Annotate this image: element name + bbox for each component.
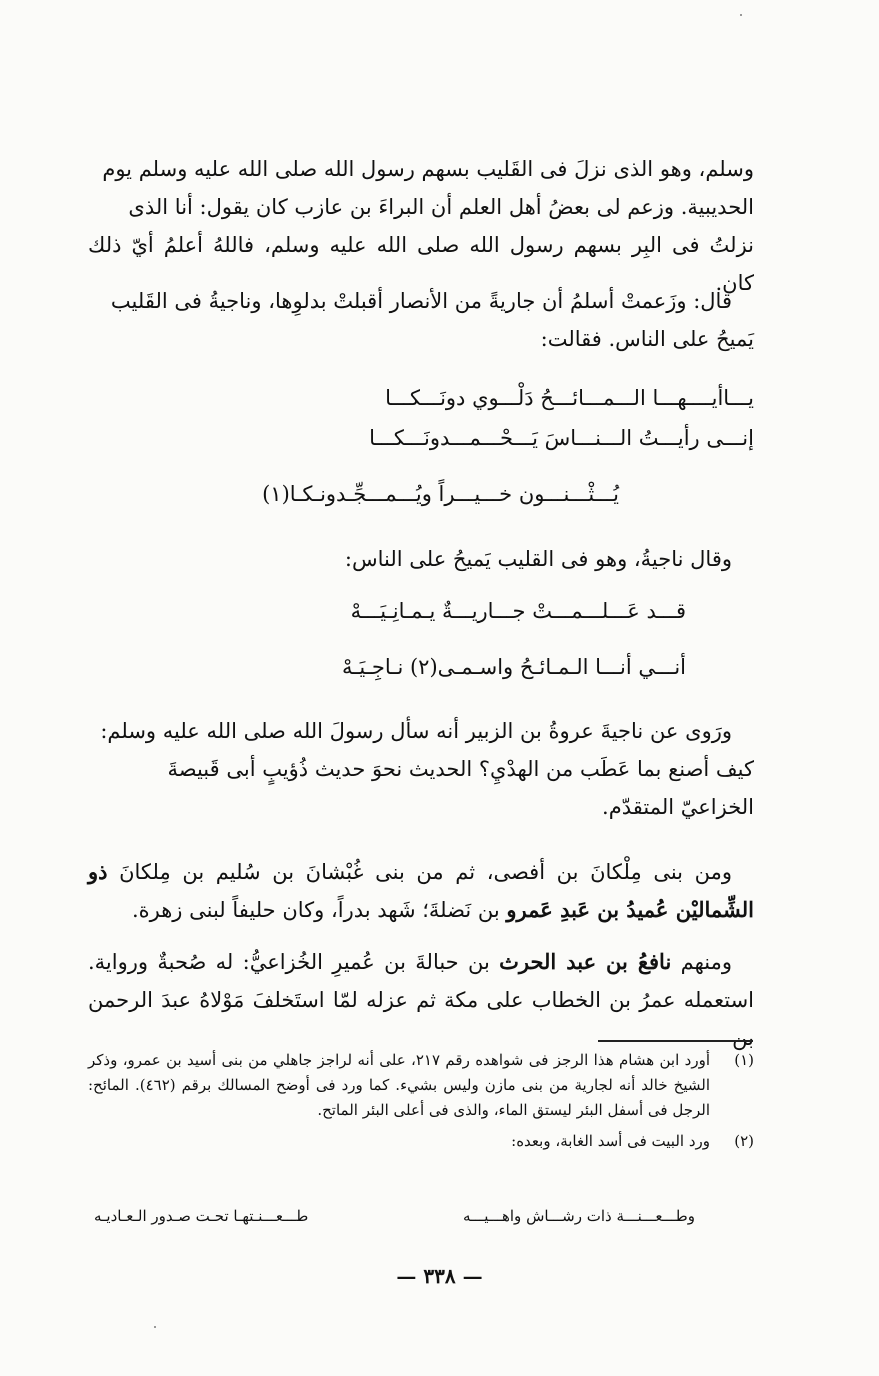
footnote-verse-second-hemistich: طـــعـــنـتهـا تحـت صـدور الـعـاديـه: [94, 1207, 309, 1225]
footnotes: [88, 1048, 754, 1154]
text-span: بن حبالةَ بن عُميرِ الخُزاعيُّ: له صُحبةٌ ورواية. استعمله عمرُ بن الخطاب على مكة ثم عزله لمّا استَخلفَ مَوْلاهُ عبدَ الرحمن بن: [88, 950, 754, 1050]
footnote-1: [88, 1048, 754, 1123]
footnote-number: (٢): [734, 1132, 754, 1150]
verse-line: يُـــثْـــنـــون خـــيـــراً ويُـــمـــجِّـدونـكـا(١): [262, 482, 619, 506]
footnote-verse-first-hemistich: وطـــعـــنـــة ذات رشـــاش واهـــيـــه: [463, 1207, 695, 1225]
text-line: وقال ناجيةُ، وهو فى القليب يَميحُ على الناس:: [344, 547, 732, 571]
paragraph-2: [88, 282, 754, 358]
footnote-text: أورد ابن هشام هذا الرجز فى شواهده رقم ٢١٧، على أنه لراجز جاهلي من بنى أسيد بن عمرو، وذكر الشيخ خالد أنه لجارية من بنى مازن وليس بشيء. كما ورد فى أوضح المسالك برقم (٤٦٢). المائح: الرجل فى أسفل البئر ليستق الماء، والذى فى أعلى البئر الماتح.: [88, 1051, 710, 1119]
scan-mark: [740, 14, 742, 16]
footnote-number: (١): [734, 1051, 754, 1069]
text-span: ومنهم: [671, 950, 732, 974]
verse-line: قـــد عَـــلـــمـــتْ جـــاريـــةٌ يـمـانِـيَـــهْ: [350, 599, 686, 623]
text-line: الخزاعيّ المتقدّم.: [602, 795, 754, 819]
text-line: الحديبية. وزعم لى بعضُ أهل العلم أن البراءَ بن عازب كان يقول: أنا الذى: [128, 195, 754, 219]
paragraph-4: [88, 712, 754, 826]
footnote-2: [88, 1129, 754, 1154]
text-line: نزلتُ فى البِر بسهم رسول الله صلى الله عليه وسلم، فاللهُ أعلمُ أيّ ذلك كان.: [88, 233, 754, 295]
page-number: — ٣٣٨ —: [396, 1264, 483, 1288]
text-line: قال: وزَعمتْ أسلمُ أن جاريةً من الأنصار أقبلتْ بدلوِها، وناجيةُ فى القَليب: [110, 289, 732, 313]
text-block: [88, 853, 754, 929]
text-span: ومن بنى مِلْكانَ بن أفصى، ثم من بنى غُبْشانَ بن سُليم بن مِلكانَ: [107, 860, 732, 884]
verse-1: [88, 380, 754, 512]
text-span: بن نَضلةَ؛ شَهد بدراً، وكان حليفاً لبنى زهرة.: [131, 898, 507, 922]
verse-line: يـــاأيــــهـــا الـــمـــائـــحُ دَلْـــوي دونَـــكـــا: [385, 386, 754, 410]
footnote-separator: [598, 1040, 753, 1042]
text-line: يَميحُ على الناس. فقالت:: [540, 327, 754, 351]
text-line: وسلم، وهو الذى نزلَ فى القَليب بسهم رسول الله صلى الله عليه وسلم يوم: [102, 157, 754, 181]
text-line: ورَوى عن ناجيةَ عروةُ بن الزبير أنه سأل رسولَ الله صلى الله عليه وسلم:: [100, 719, 732, 743]
text-line: كيف أصنع بما عَطَب من الهدْيِ؟ الحديث نحوَ حديث ذُؤيبٍ أبى قَبيصةَ: [167, 757, 754, 781]
verse-line: أنـــي أنـــا الـمـائـحُ واسـمـى(٢) نـاجِـيَـهْ: [342, 655, 686, 679]
verse-2: [88, 593, 754, 685]
person-name: ذو الشِّماليْن عُميدُ بن عَبدِ عَمرو: [88, 859, 754, 922]
person-name: نافعُ بن عبد الحرث: [499, 949, 672, 974]
paragraph-5: [88, 853, 754, 929]
paragraph-3: [88, 540, 754, 578]
verse-line: إنـــى رأيـــتُ الـــنـــاسَ يَـــحْـــمـــدونَـــكـــا: [369, 426, 754, 450]
scan-mark: [154, 1326, 156, 1328]
paragraph-1: [88, 150, 754, 302]
footnote-text: ورد البيت فى أسد الغابة، وبعده:: [511, 1132, 710, 1150]
